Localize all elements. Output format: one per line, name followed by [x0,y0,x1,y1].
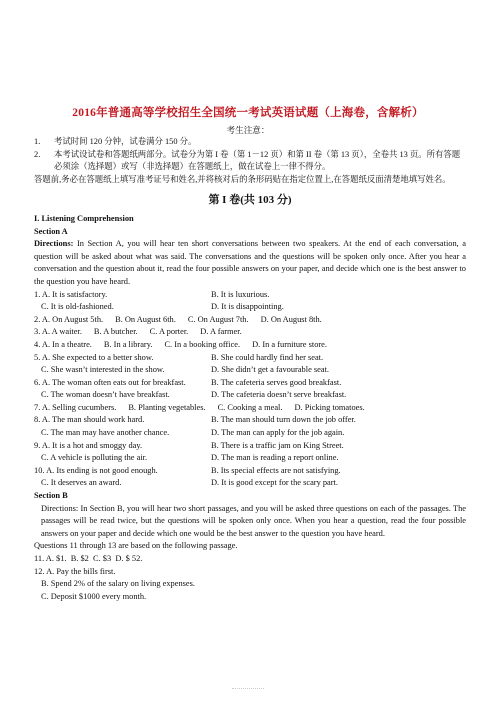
answer-option: B. It is luxurious. [211,289,270,299]
answer-option: 5. A. She expected to a better show. [34,352,154,362]
option: B. $2 [70,554,89,563]
question-line [34,477,466,490]
notice-text: 本考试设试卷和答题纸两部分。试卷分为第 I 卷（第 1－12 页）和第 II 卷（第 13 页），全卷共 13 页。所有答题必须涂（选择题）或写（非选择题）在答题纸上，做在试卷上一律不得分。 [54,149,461,172]
question-line [34,352,466,365]
notice-heading: 考生注意： [226,125,270,135]
answer-option: 10. A. Its ending is not good enough. [34,465,158,475]
option: D. $ 52. [115,554,143,563]
answer-option: D. It is disappointing. [211,302,284,312]
notice-number: 2. [34,149,41,159]
answer-option: B. Planting vegetables. [128,402,206,412]
option: C. $3 [93,554,112,563]
notice-paragraph: 答题前,务必在答题纸上填写准考证号和姓名,并将核对后的条形码贴在指定位置上,在答题纸反面清楚地填写姓名。 [34,174,451,184]
answer-option: C. A vehicle is polluting the air. [41,453,148,463]
passage-intro: Questions 11 through 13 are based on the following passage. [34,541,238,551]
section-a-heading: Section A [34,226,68,236]
section-heading: I. Listening Comprehension [34,213,134,223]
answer-option: 6. A. The woman often eats out for breakfast. [34,377,186,387]
notice-text: 考试时间 120 分钟，试卷满分 150 分。 [54,137,197,146]
answer-option: C. In a booking office. [164,339,241,349]
answer-option: D. The man is reading a report online. [211,453,339,463]
answer-option: 7. A. Selling cucumbers. [34,402,117,412]
notice-item [34,149,466,174]
answer-option: D. In a furniture store. [252,339,327,349]
answer-option: B. In a library. [103,339,153,349]
answer-option: D. It is good except for the scary part. [211,478,338,488]
answer-option: D. The man can apply for the job again. [211,428,345,438]
section-b-heading: Section B [34,491,68,501]
question-line [34,377,466,390]
question-line [34,326,466,339]
answer-option: C. A porter. [149,327,189,337]
answer-option: B. A butcher. [93,327,138,337]
answer-option: 4. A. In a theatre. [34,339,92,349]
notice-item [34,136,466,149]
answer-option: C. The man may have another chance. [41,428,170,438]
answer-option: B. The man should turn down the job offer. [211,415,356,425]
answer-option: C. She wasn’t interested in the show. [41,365,165,375]
question-line [34,389,466,402]
part-title: 第 I 卷(共 103 分) [208,194,292,207]
answer-option: B. The cafeteria serves good breakfast. [211,377,342,387]
answer-option: 3. A. A waiter. [34,327,82,337]
answer-option: 2. A. On August 5th. [34,314,104,324]
question-line [34,301,466,314]
question-12: 12. A. Pay the bills first. [34,566,116,576]
directions-text: In Section A, you will hear ten short conversations between two speakers. At the end of each conversation, a question will be asked about what was said. The conversations and the questions will be spoken only once. After you hear a conversation and the question about it, read the four possible answers on your paper, and decide which one is the best answer to the question you have heard. [34,239,467,286]
notice-number: 1. [34,137,41,146]
question-line [34,314,466,327]
answer-option: B. She could hardly find her seat. [211,352,324,362]
directions-label: Directions: [34,239,74,249]
answer-option: D. Picking tomatoes. [294,402,365,412]
page-title: 2016年普通高等学校招生全国统一考试英语试题（上海卷，含解析） [72,107,424,119]
answer-option: 1. A. It is satisfactory. [34,289,108,299]
section-a-directions [34,238,466,288]
question-11 [34,553,466,566]
question-line [34,465,466,478]
question-line [34,440,466,453]
question-line [34,402,466,415]
answer-option: C. It is old-fashioned. [41,302,114,312]
question-list [34,289,466,491]
option: 11. A. $1. [34,554,67,563]
answer-option: C. On August 7th. [187,314,249,324]
question-line [34,364,466,377]
answer-option: C. It deserves an award. [41,478,122,488]
answer-option: C. The woman doesn’t have breakfast. [41,390,170,400]
document-body [34,136,466,603]
answer-option: B. There is a traffic jam on King Street. [211,440,344,450]
answer-option: D. A farmer. [200,327,242,337]
question-line [34,289,466,302]
option: B. Spend 2% of the salary on living expenses. [41,579,195,589]
answer-option: D. On August 8th. [260,314,322,324]
answer-option: D. She didn’t get a favourable seat. [211,365,329,375]
answer-option: 9. A. It is a hot and smoggy day. [34,440,143,450]
page-footer-mark [232,688,264,690]
question-line [34,427,466,440]
answer-option: C. Cooking a meal. [217,402,283,412]
answer-option: B. Its special effects are not satisfying. [211,465,341,475]
section-b-directions: Directions: In Section B, you will hear two short passages, and you will be asked three questions on each of the passages. The passages will be read twice, but the questions will be spoken only once. When you hear a question, read the four possible answers on your paper and decide which one would be the best answer to the question you have heard. [41,503,466,538]
answer-option: 8. A. The man should work hard. [34,415,145,425]
question-line [34,339,466,352]
answer-option: D. The cafeteria doesn’t serve breakfast. [211,390,347,400]
question-line [34,414,466,427]
question-line [34,452,466,465]
answer-option: B. On August 6th. [115,314,176,324]
option: C. Deposit $1000 every month. [41,591,147,601]
